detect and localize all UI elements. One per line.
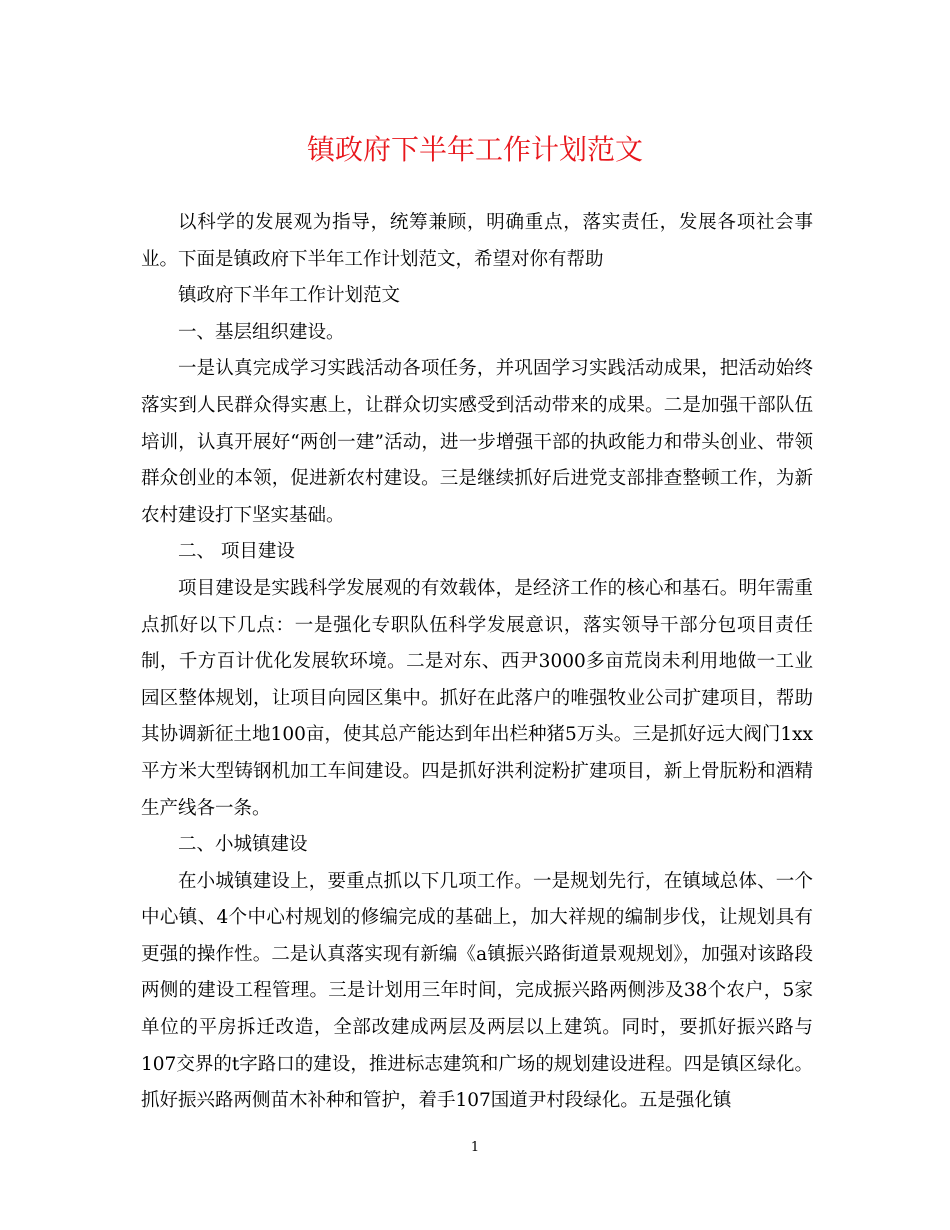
town-paragraph: 在小城镇建设上，要重点抓以下几项工作。一是规划先行，在镇域总体、一个中心镇、4个中心村规划的修编完成的基础上，加大祥规的编制步伐，让规划具有更强的操作性。二是认真落实现有新编《a镇振兴路街道景观规划》，加强对该路段两侧的建设工程管理。三是计划用三年时间，完成振兴路两侧涉及38个农户，5家单位的平房拆迁改造，全部改建成两层及两层以上建筑。同时，要抓好振兴路与107交界的t字路口的建设，推进标志建筑和广场的规划建设进程。四是镇区绿化。抓好振兴路两侧苗木补种和管护，着手107国道尹村段绿化。五是强化镇 xyxy=(141,870,813,1112)
section-heading-organization: 一、基层组织建设。 xyxy=(178,321,345,343)
document-title: 镇政府下半年工作计划范文 xyxy=(306,133,643,166)
section-heading-town: 二、小城镇建设 xyxy=(178,834,308,856)
page-number: 1 xyxy=(470,1140,480,1155)
document-body xyxy=(141,205,813,1120)
section-heading-projects: 二、 项目建设 xyxy=(178,541,295,563)
projects-paragraph: 项目建设是实践科学发展观的有效载体，是经济工作的核心和基石。明年需重点抓好以下几点：一是强化专职队伍科学发展意识，落实领导干部分包项目责任制，千方百计优化发展软环境。二是对东、西尹3000多亩荒岗未利用地做一工业园区整体规划，让项目向园区集中。抓好在此落户的唯强牧业公司扩建项目，帮助其协调新征土地100亩，使其总产能达到年出栏种猪5万头。三是抓好远大阀门1xx平方米大型铸钢机加工车间建设。四是抓好洪利淀粉扩建项目，新上骨朊粉和酒精生产线各一条。 xyxy=(141,577,813,819)
intro-paragraph: 以科学的发展观为指导，统筹兼顾，明确重点，落实责任，发展各项社会事业。下面是镇政府下半年工作计划范文，希望对你有帮助 xyxy=(141,212,813,270)
organization-paragraph: 一是认真完成学习实践活动各项任务，并巩固学习实践活动成果，把活动始终落实到人民群众得实惠上，让群众切实感受到活动带来的成果。二是加强干部队伍培训，认真开展好“两创一建”活动，进一步增强干部的执政能力和带头创业、带领群众创业的本领，促进新农村建设。三是继续抓好后进党支部排查整顿工作，为新农村建设打下坚实基础。 xyxy=(141,358,813,526)
subtitle-paragraph: 镇政府下半年工作计划范文 xyxy=(178,285,401,307)
